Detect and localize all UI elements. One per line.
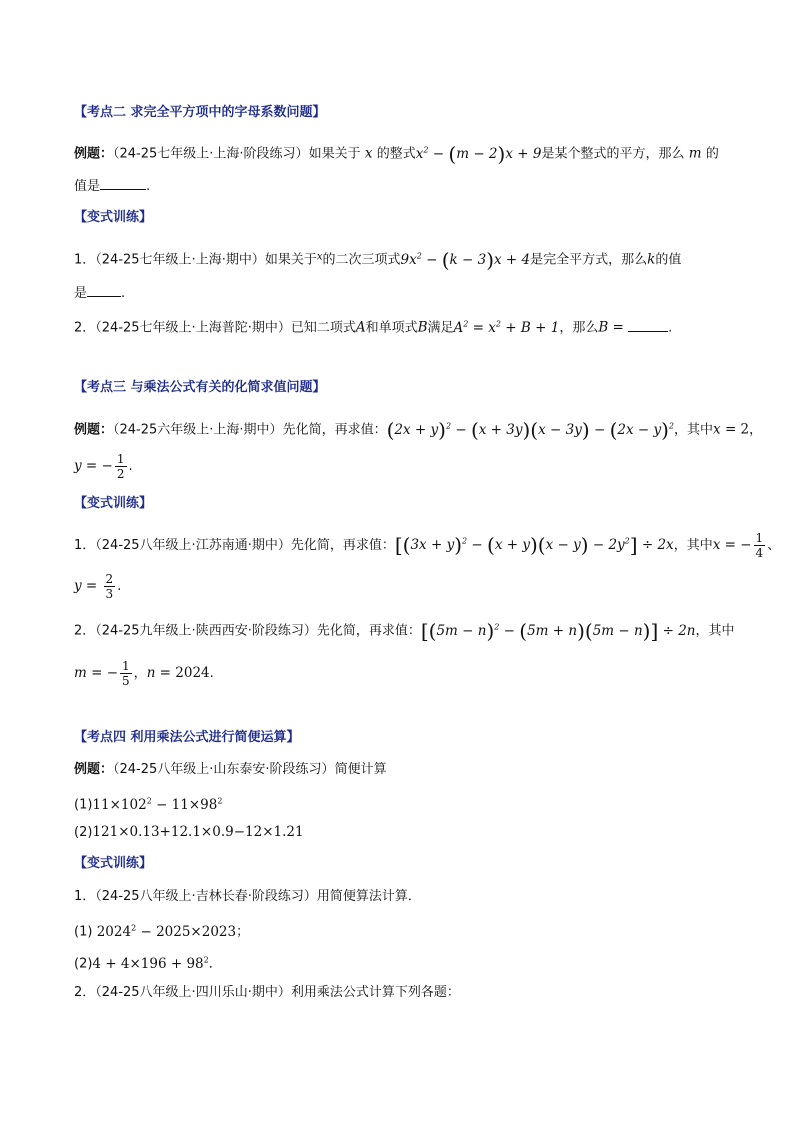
fraction: $\frac{1}{5}$	[122, 659, 130, 688]
fraction: $\frac{2}{3}$	[105, 572, 114, 601]
variant-heading: 【变式训练】	[74, 496, 153, 511]
question-3-1: 1．（24-25八年级上·江苏南通·期中）先化简，再求值：$[(3x + y)^2 - (x + y)(x - y) - 2y^2] \div 2x$，其中x = − $\frac{1}{4}$ 、	[74, 531, 781, 560]
answer-blank	[628, 319, 668, 332]
example-4-part-1: $(1)11\times 102^2 - 11\times 98^2$	[74, 796, 223, 813]
source: （24-25七年级上·上海·阶段练习）	[113, 146, 309, 162]
section-heading-4: 【考点四 利用乘法公式进行简便运算】	[74, 730, 300, 745]
question-3-2: 2．（24-25九年级上·陕西西安·阶段练习）先化简，再求值：$[(5m - n)^2 - (5m + n)(5m - n)] \div 2n$，其中	[74, 618, 735, 643]
variant-heading: 【变式训练】	[74, 856, 153, 871]
example-3-cont: y = − $\frac{1}{2}$ .	[74, 452, 133, 481]
question-4-1: 1．（24-25八年级上·吉林长春·阶段练习）用简便算法计算．	[74, 889, 421, 904]
question-2-1-cont: 是 .	[74, 286, 126, 301]
question-2-1: 1．（24-25七年级上·上海·期中）如果关于$^x$的二次三项式$9x^2 - (k - 3)x + 4$是完全平方式，那么k的值	[74, 247, 682, 272]
section-heading-3: 【考点三 与乘法公式有关的化简求值问题】	[74, 380, 326, 395]
question-4-1-part-1: (1) $2024^2 - 2025\times 2023$；	[74, 923, 250, 940]
example-4-part-2: (2)121×0.13+12.1×0.9−12×1.21	[74, 824, 304, 840]
math-expression: $4 + 4\times 196 + 98^2$	[92, 955, 209, 972]
math-expression: $(2x + y)^2 - (x + 3y)(x - 3y) - (2x - y)^2$	[386, 417, 675, 442]
answer-blank	[87, 284, 121, 297]
math-expression: $A^2 = x^2 + B + 1$	[453, 319, 560, 336]
question-4-2: 2．（24-25八年级上·四川乐山·期中）利用乘法公式计算下列各题：	[74, 985, 460, 1000]
math: x	[360, 145, 377, 162]
math-expression: $[(5m - n)^2 - (5m + n)(5m - n)] \div 2n$	[420, 618, 696, 643]
question-2-2: 2．（24-25七年级上·上海普陀·期中）已知二项式A和单项式B满足$A^2 = x^2 + B + 1$，那么B = .	[74, 319, 673, 336]
example-2-cont: 值是 .	[74, 179, 151, 194]
example-3: 例题：（24-25六年级上·上海·期中）先化简，再求值：$(2x + y)^2 - (x + 3y)(x - 3y) - (2x - y)^2$，其中x = 2，	[74, 417, 763, 442]
question-4-1-part-2: $(2)4 + 4\times 196 + 98^2$．	[74, 955, 222, 972]
answer-blank	[100, 177, 146, 190]
math-expression: $2024^2 - 2025\times 2023$	[92, 923, 237, 940]
section-heading-2: 【考点二 求完全平方项中的字母系数问题】	[74, 105, 326, 120]
math-expression: $x^2 - (m - 2)x + 9$	[415, 141, 542, 166]
math-expression: $9x^2 - (k - 3)x + 4$	[400, 247, 531, 272]
example-2: 例题：（24-25七年级上·上海·阶段练习）如果关于 x 的整式$x^2 - (m - 2)x + 9$是某个整式的平方，那么 m 的	[74, 141, 719, 166]
math-expression: $11\times 102^2 - 11\times 98^2$	[92, 796, 223, 813]
math-expression: 121×0.13+12.1×0.9−12×1.21	[92, 824, 304, 840]
variant-heading: 【变式训练】	[74, 210, 153, 225]
example-label: 例题：	[74, 146, 114, 162]
question-3-2-cont: m = − $\frac{1}{5}$ ，n = 2024.	[74, 659, 214, 688]
example-4: 例题：（24-25八年级上·山东泰安·阶段练习）简便计算	[74, 762, 387, 777]
math-expression: $[(3x + y)^2 - (x + y)(x - y) - 2y^2] \div 2x$	[394, 533, 674, 557]
question-3-1-cont: y = $\frac{2}{3}$ .	[74, 572, 122, 601]
fraction: $\frac{1}{4}$	[755, 531, 764, 560]
fraction: $\frac{1}{2}$	[116, 452, 125, 481]
